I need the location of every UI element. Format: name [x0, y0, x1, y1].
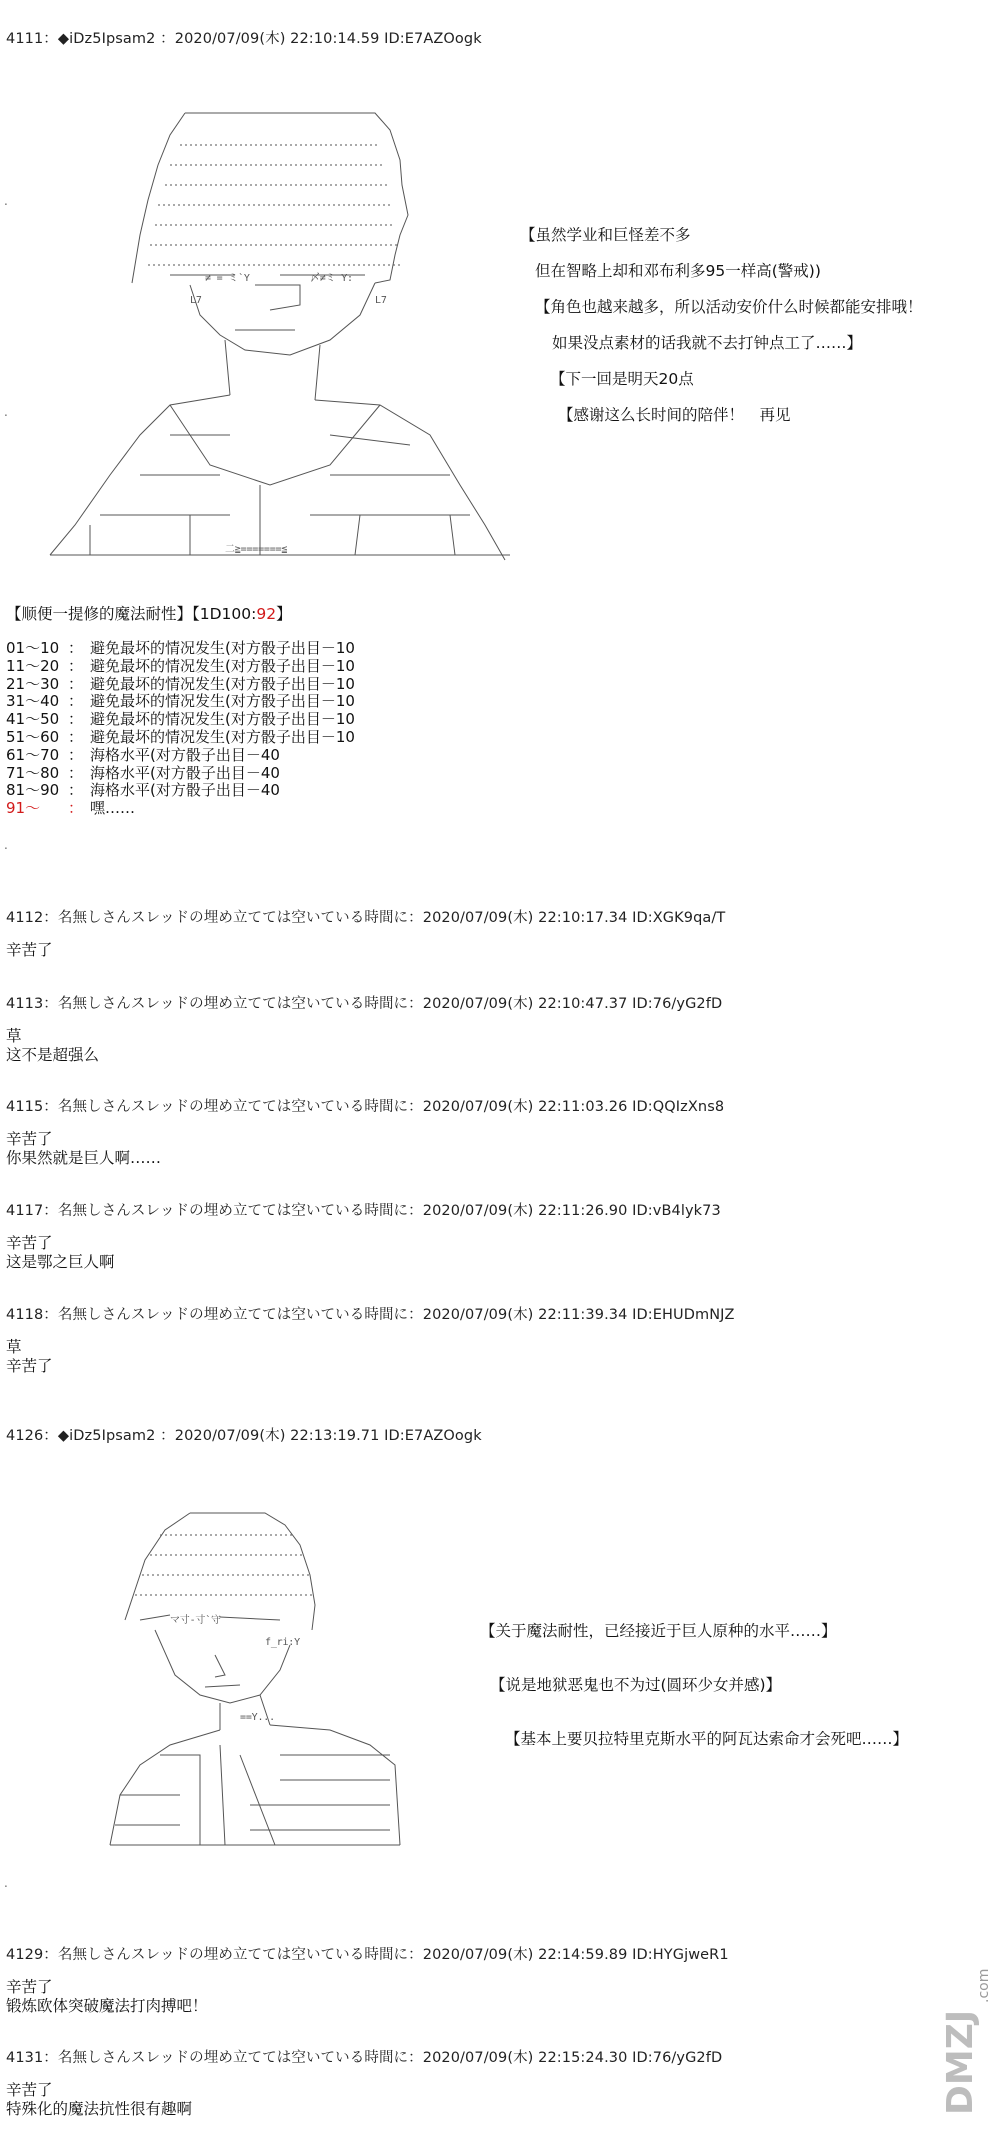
- dice-title: [6, 602, 292, 624]
- art-dot: .: [4, 194, 8, 208]
- dice-range: 01～10: [6, 639, 60, 657]
- bubble-text: 【说是地狱恶鬼也不为过(圆环少女并感)】: [490, 1676, 782, 1694]
- ascii-art-drawing-2: [100, 1505, 410, 1857]
- post-line: 锻炼欧体突破魔法打肉搏吧！: [6, 1997, 208, 2015]
- post-line: 特殊化的魔法抗性很有趣啊: [6, 2100, 193, 2118]
- bubble-text: 【关于魔法耐性，已经接近于巨人原种的水平……】: [480, 1622, 837, 1640]
- post-line: 这不是超强么: [6, 1046, 100, 1064]
- bubble-text: 【感谢这么长时间的陪伴！ 再见: [558, 406, 791, 424]
- dice-range: 11～20: [6, 656, 60, 675]
- bubble-text: 如果没点素材的话我就不去打钟点工了……】: [552, 334, 863, 352]
- post-header-4126: 4126：◆iDz5Ipsam2 ：2020/07/09(木) 22:13:19.71 ID:E7AZOogk: [6, 1428, 482, 1444]
- dice-range: 71～80: [6, 763, 60, 782]
- dice-result: 嘿……: [90, 799, 136, 818]
- dice-result: 海格水平(对方骰子出目－40: [90, 763, 280, 782]
- bubble-text: 【基本上要贝拉特里克斯水平的阿瓦达索命才会死吧……】: [505, 1730, 909, 1748]
- post-header-4129: 4129：名無しさんスレッドの埋め立てては空いている時間に：2020/07/09(木) 22:14:59.89 ID:HYGjweR1: [6, 1947, 729, 1963]
- dice-colon: ：: [68, 799, 84, 818]
- post-line: 辛苦了: [6, 1357, 53, 1375]
- post-header-4112: 4112：名無しさんスレッドの埋め立てては空いている時間に：2020/07/09(木) 22:10:17.34 ID:XGK9qa/T: [6, 910, 726, 926]
- dice-result: 避免最坏的情况发生(对方骰子出目－10: [90, 710, 355, 729]
- watermark-domain: .com: [976, 1968, 992, 2003]
- dice-result: 避免最坏的情况发生(对方骰子出目－10: [90, 674, 355, 693]
- post-header-4115: 4115：名無しさんスレッドの埋め立てては空いている時間に：2020/07/09(木) 22:11:03.26 ID:QQIzXns8: [6, 1099, 725, 1115]
- dice-colon: ：: [68, 692, 84, 711]
- watermark-brand: DMZJ: [940, 2009, 981, 2115]
- dice-range: 61～70: [6, 745, 60, 764]
- dice-range: 51～60: [6, 728, 60, 746]
- dice-colon: ：: [68, 745, 84, 764]
- svg-text:==Y...: ==Y...: [240, 1712, 275, 1723]
- svg-text:マ寸-寸`守: マ寸-寸`守: [170, 1615, 221, 1626]
- svg-text:〆≠ミ Y:: 〆≠ミ Y:: [310, 273, 353, 284]
- post-line: 草: [6, 1338, 22, 1356]
- dice-result: 避免最坏的情况发生(对方骰子出目－10: [90, 692, 355, 711]
- post-line: 辛苦了: [6, 941, 53, 959]
- svg-text:≠ = ミ`Y: ≠ = ミ`Y: [205, 273, 250, 284]
- dice-colon: ：: [68, 781, 84, 800]
- dice-range: 31～40: [6, 692, 60, 711]
- dice-title-prefix: 【顺便一提修的魔法耐性】【1D100:: [6, 605, 257, 623]
- dice-table: [6, 637, 426, 817]
- bubble-text: 【角色也越来越多，所以活动安价什么时候都能安排哦！: [535, 298, 923, 316]
- dice-value: 92: [256, 605, 277, 623]
- dice-colon: ：: [68, 656, 84, 675]
- post-header-4117: 4117：名無しさんスレッドの埋め立てては空いている時間に：2020/07/09(木) 22:11:26.90 ID:vB4lyk73: [6, 1203, 721, 1219]
- post-header-4111: 4111：◆iDz5Ipsam2 ：2020/07/09(木) 22:10:14.59 ID:E7AZOogk: [6, 31, 482, 47]
- dice-colon: ：: [68, 728, 84, 746]
- art-dot: .: [4, 405, 8, 419]
- post-line: 辛苦了: [6, 1978, 53, 1996]
- post-line: 你果然就是巨人啊……: [6, 1149, 162, 1167]
- dice-range: 41～50: [6, 710, 60, 729]
- watermark-logo: [932, 1955, 992, 2120]
- dice-colon: ：: [68, 710, 84, 729]
- dice-result: 避免最坏的情况发生(对方骰子出目－10: [90, 728, 355, 746]
- dice-result: 海格水平(对方骰子出目－40: [90, 745, 280, 764]
- bubble-text: 【下一回是明天20点: [550, 370, 694, 388]
- dice-colon: ：: [68, 639, 84, 657]
- dice-range: 91～: [6, 799, 41, 818]
- dice-table-row: [6, 797, 135, 818]
- dice-colon: ：: [68, 763, 84, 782]
- post-header-4113: 4113：名無しさんスレッドの埋め立てては空いている時間に：2020/07/09(木) 22:10:47.37 ID:76/yG2fD: [6, 996, 723, 1012]
- bubble-text: 但在智略上却和邓布利多95一样高(警戒)): [535, 262, 821, 280]
- dice-range: 21～30: [6, 674, 60, 693]
- svg-text:f_ri:Y: f_ri:Y: [265, 1637, 300, 1648]
- svg-text:L7: L7: [190, 295, 202, 306]
- post-line: 草: [6, 1027, 22, 1045]
- post-line: 辛苦了: [6, 1234, 53, 1252]
- watermark-graphic: [932, 1955, 992, 2120]
- ascii-art-character-1: [30, 105, 520, 570]
- dice-title-suffix: 】: [276, 605, 292, 623]
- post-header-4118: 4118：名無しさんスレッドの埋め立てては空いている時間に：2020/07/09(木) 22:11:39.34 ID:EHUDmNJZ: [6, 1307, 735, 1323]
- svg-text:L7: L7: [375, 295, 387, 306]
- svg-text:二≧=======≦: 二≧=======≦: [225, 544, 288, 555]
- post-header-4131: 4131：名無しさんスレッドの埋め立てては空いている時間に：2020/07/09(木) 22:15:24.30 ID:76/yG2fD: [6, 2050, 723, 2066]
- post-end-dot: .: [4, 838, 8, 852]
- dice-result: 避免最坏的情况发生(对方骰子出目－10: [90, 639, 355, 657]
- dice-range: 81～90: [6, 781, 60, 800]
- dice-result: 海格水平(对方骰子出目－40: [90, 781, 280, 800]
- bubble-text: 【虽然学业和巨怪差不多: [520, 226, 691, 244]
- post-line: 这是鄂之巨人啊: [6, 1253, 115, 1271]
- ascii-art-character-2: [100, 1505, 410, 1857]
- post-end-dot: .: [4, 1876, 8, 1890]
- post-line: 辛苦了: [6, 1130, 53, 1148]
- dice-result: 避免最坏的情况发生(对方骰子出目－10: [90, 656, 355, 675]
- ascii-art-drawing-1: [30, 105, 520, 570]
- post-line: 辛苦了: [6, 2081, 53, 2099]
- dice-colon: ：: [68, 674, 84, 693]
